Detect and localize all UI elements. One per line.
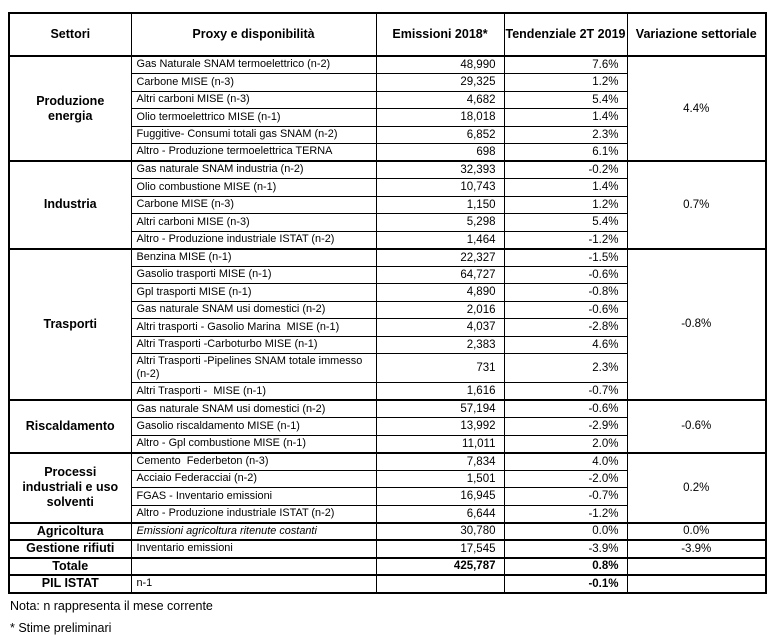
proxy-cell: Gasolio riscaldamento MISE (n-1) bbox=[131, 418, 376, 436]
tendenziale-cell: 2.0% bbox=[504, 435, 627, 453]
emissioni-cell: 17,545 bbox=[376, 540, 504, 558]
section-name-trasporti: Trasporti bbox=[9, 249, 131, 401]
emissioni-cell: 1,501 bbox=[376, 470, 504, 488]
proxy-cell: Altri Trasporti -Pipelines SNAM totale immesso (n-2) bbox=[131, 354, 376, 383]
proxy-cell: Gas Naturale SNAM termoelettrico (n-2) bbox=[131, 56, 376, 74]
tendenziale-cell: 6.1% bbox=[504, 144, 627, 162]
tendenziale-cell: 7.6% bbox=[504, 56, 627, 74]
tendenziale-cell: -1.2% bbox=[504, 231, 627, 249]
variazione-cell: 4.4% bbox=[627, 56, 766, 161]
proxy-cell: Inventario emissioni bbox=[131, 540, 376, 558]
emissions-table bbox=[8, 12, 767, 594]
emissioni-cell: 57,194 bbox=[376, 400, 504, 418]
tendenziale-cell: 1.2% bbox=[504, 74, 627, 92]
variazione-cell: 0.7% bbox=[627, 161, 766, 249]
tendenziale-cell: 0.0% bbox=[504, 523, 627, 541]
emissioni-cell: 30,780 bbox=[376, 523, 504, 541]
tendenziale-cell: -0.1% bbox=[504, 575, 627, 593]
tendenziale-cell: 5.4% bbox=[504, 91, 627, 109]
emissioni-cell: 698 bbox=[376, 144, 504, 162]
col-header-variazione-settoriale: Variazione settoriale bbox=[627, 13, 766, 56]
tendenziale-cell: -1.5% bbox=[504, 249, 627, 267]
proxy-cell: Carbone MISE (n-3) bbox=[131, 196, 376, 214]
emissioni-cell: 1,464 bbox=[376, 231, 504, 249]
section-name-riscaldamento: Riscaldamento bbox=[9, 400, 131, 453]
tendenziale-cell: 4.6% bbox=[504, 336, 627, 354]
tendenziale-cell: -0.2% bbox=[504, 161, 627, 179]
proxy-cell: Cemento Federbeton (n-3) bbox=[131, 453, 376, 471]
variazione-cell: -0.8% bbox=[627, 249, 766, 401]
tendenziale-cell: 1.4% bbox=[504, 179, 627, 197]
table-row bbox=[9, 400, 766, 418]
table-header-row bbox=[9, 13, 766, 56]
emissioni-cell: 6,644 bbox=[376, 505, 504, 523]
summary-row-pil-istat bbox=[9, 575, 766, 593]
tendenziale-cell: -1.2% bbox=[504, 505, 627, 523]
emissioni-cell: 29,325 bbox=[376, 74, 504, 92]
proxy-cell: Altri carboni MISE (n-3) bbox=[131, 214, 376, 232]
section-name-agricoltura: Agricoltura bbox=[9, 523, 131, 541]
tendenziale-cell: -0.6% bbox=[504, 266, 627, 284]
emissioni-cell: 7,834 bbox=[376, 453, 504, 471]
emissioni-cell: 18,018 bbox=[376, 109, 504, 127]
col-header-tendenziale-2t-2019: Tendenziale 2T 2019 bbox=[504, 13, 627, 56]
proxy-cell: Altro - Produzione industriale ISTAT (n-2) bbox=[131, 505, 376, 523]
proxy-cell: Altri Trasporti - MISE (n-1) bbox=[131, 383, 376, 401]
proxy-cell: Altri carboni MISE (n-3) bbox=[131, 91, 376, 109]
tendenziale-cell: 2.3% bbox=[504, 354, 627, 383]
proxy-cell: Gasolio trasporti MISE (n-1) bbox=[131, 266, 376, 284]
section-name-industria: Industria bbox=[9, 161, 131, 249]
note-mese-corrente: Nota: n rappresenta il mese corrente bbox=[10, 599, 213, 613]
emissioni-cell: 1,150 bbox=[376, 196, 504, 214]
col-header-settori: Settori bbox=[9, 13, 131, 56]
table-row bbox=[9, 523, 766, 541]
tendenziale-cell: -0.8% bbox=[504, 284, 627, 302]
emissioni-cell: 2,016 bbox=[376, 301, 504, 319]
footnotes bbox=[10, 599, 213, 643]
emissioni-cell bbox=[376, 575, 504, 593]
tendenziale-cell: -2.9% bbox=[504, 418, 627, 436]
proxy-cell: Gas naturale SNAM usi domestici (n-2) bbox=[131, 400, 376, 418]
table-row bbox=[9, 453, 766, 471]
proxy-cell: n-1 bbox=[131, 575, 376, 593]
section-name-produzione-energia: Produzione energia bbox=[9, 56, 131, 161]
table-row bbox=[9, 540, 766, 558]
proxy-cell: Olio termoelettrico MISE (n-1) bbox=[131, 109, 376, 127]
proxy-cell: Altro - Produzione termoelettrica TERNA bbox=[131, 144, 376, 162]
emissioni-cell: 16,945 bbox=[376, 488, 504, 506]
emissioni-cell: 731 bbox=[376, 354, 504, 383]
emissioni-cell: 4,682 bbox=[376, 91, 504, 109]
emissioni-cell: 48,990 bbox=[376, 56, 504, 74]
proxy-cell: Olio combustione MISE (n-1) bbox=[131, 179, 376, 197]
proxy-cell: Fuggitive- Consumi totali gas SNAM (n-2) bbox=[131, 126, 376, 144]
proxy-cell: Gpl trasporti MISE (n-1) bbox=[131, 284, 376, 302]
col-header-proxy: Proxy e disponibilità bbox=[131, 13, 376, 56]
proxy-cell: Gas naturale SNAM industria (n-2) bbox=[131, 161, 376, 179]
emissioni-cell: 13,992 bbox=[376, 418, 504, 436]
table-row bbox=[9, 56, 766, 74]
emissioni-cell: 4,037 bbox=[376, 319, 504, 337]
tendenziale-cell: -2.0% bbox=[504, 470, 627, 488]
variazione-cell bbox=[627, 575, 766, 593]
table-row bbox=[9, 161, 766, 179]
tendenziale-cell: -0.7% bbox=[504, 383, 627, 401]
proxy-cell: Emissioni agricoltura ritenute costanti bbox=[131, 523, 376, 541]
tendenziale-cell: -0.7% bbox=[504, 488, 627, 506]
table-body bbox=[9, 56, 766, 593]
tendenziale-cell: -0.6% bbox=[504, 301, 627, 319]
tendenziale-cell: -2.8% bbox=[504, 319, 627, 337]
variazione-cell: -3.9% bbox=[627, 540, 766, 558]
table-row bbox=[9, 249, 766, 267]
proxy-cell bbox=[131, 558, 376, 576]
variazione-cell: -0.6% bbox=[627, 400, 766, 453]
tendenziale-cell: 4.0% bbox=[504, 453, 627, 471]
variazione-cell bbox=[627, 558, 766, 576]
proxy-cell: Carbone MISE (n-3) bbox=[131, 74, 376, 92]
proxy-cell: Acciaio Federacciai (n-2) bbox=[131, 470, 376, 488]
proxy-cell: Altri Trasporti -Carboturbo MISE (n-1) bbox=[131, 336, 376, 354]
emissioni-cell: 1,616 bbox=[376, 383, 504, 401]
col-header-emissioni-2018: Emissioni 2018* bbox=[376, 13, 504, 56]
emissioni-cell: 6,852 bbox=[376, 126, 504, 144]
section-name-processi-industriali-e-uso-solventi: Processi industriali e uso solventi bbox=[9, 453, 131, 523]
tendenziale-cell: 2.3% bbox=[504, 126, 627, 144]
emissioni-cell: 4,890 bbox=[376, 284, 504, 302]
summary-row-totale bbox=[9, 558, 766, 576]
proxy-cell: Benzina MISE (n-1) bbox=[131, 249, 376, 267]
tendenziale-cell: -0.6% bbox=[504, 400, 627, 418]
emissioni-cell: 5,298 bbox=[376, 214, 504, 232]
section-name-gestione-rifiuti: Gestione rifiuti bbox=[9, 540, 131, 558]
emissioni-cell: 22,327 bbox=[376, 249, 504, 267]
emissioni-cell: 32,393 bbox=[376, 161, 504, 179]
note-stime-preliminari: * Stime preliminari bbox=[10, 621, 112, 635]
tendenziale-cell: 1.4% bbox=[504, 109, 627, 127]
emissioni-cell: 10,743 bbox=[376, 179, 504, 197]
tendenziale-cell: 1.2% bbox=[504, 196, 627, 214]
variazione-cell: 0.2% bbox=[627, 453, 766, 523]
emissioni-cell: 64,727 bbox=[376, 266, 504, 284]
emissioni-cell: 2,383 bbox=[376, 336, 504, 354]
proxy-cell: Altro - Gpl combustione MISE (n-1) bbox=[131, 435, 376, 453]
variazione-cell: 0.0% bbox=[627, 523, 766, 541]
tendenziale-cell: 0.8% bbox=[504, 558, 627, 576]
emissioni-cell: 11,011 bbox=[376, 435, 504, 453]
proxy-cell: Gas naturale SNAM usi domestici (n-2) bbox=[131, 301, 376, 319]
summary-label-pil-istat: PIL ISTAT bbox=[9, 575, 131, 593]
proxy-cell: FGAS - Inventario emissioni bbox=[131, 488, 376, 506]
proxy-cell: Altri trasporti - Gasolio Marina MISE (n-1) bbox=[131, 319, 376, 337]
emissioni-cell: 425,787 bbox=[376, 558, 504, 576]
tendenziale-cell: -3.9% bbox=[504, 540, 627, 558]
tendenziale-cell: 5.4% bbox=[504, 214, 627, 232]
proxy-cell: Altro - Produzione industriale ISTAT (n-2) bbox=[131, 231, 376, 249]
summary-label-totale: Totale bbox=[9, 558, 131, 576]
